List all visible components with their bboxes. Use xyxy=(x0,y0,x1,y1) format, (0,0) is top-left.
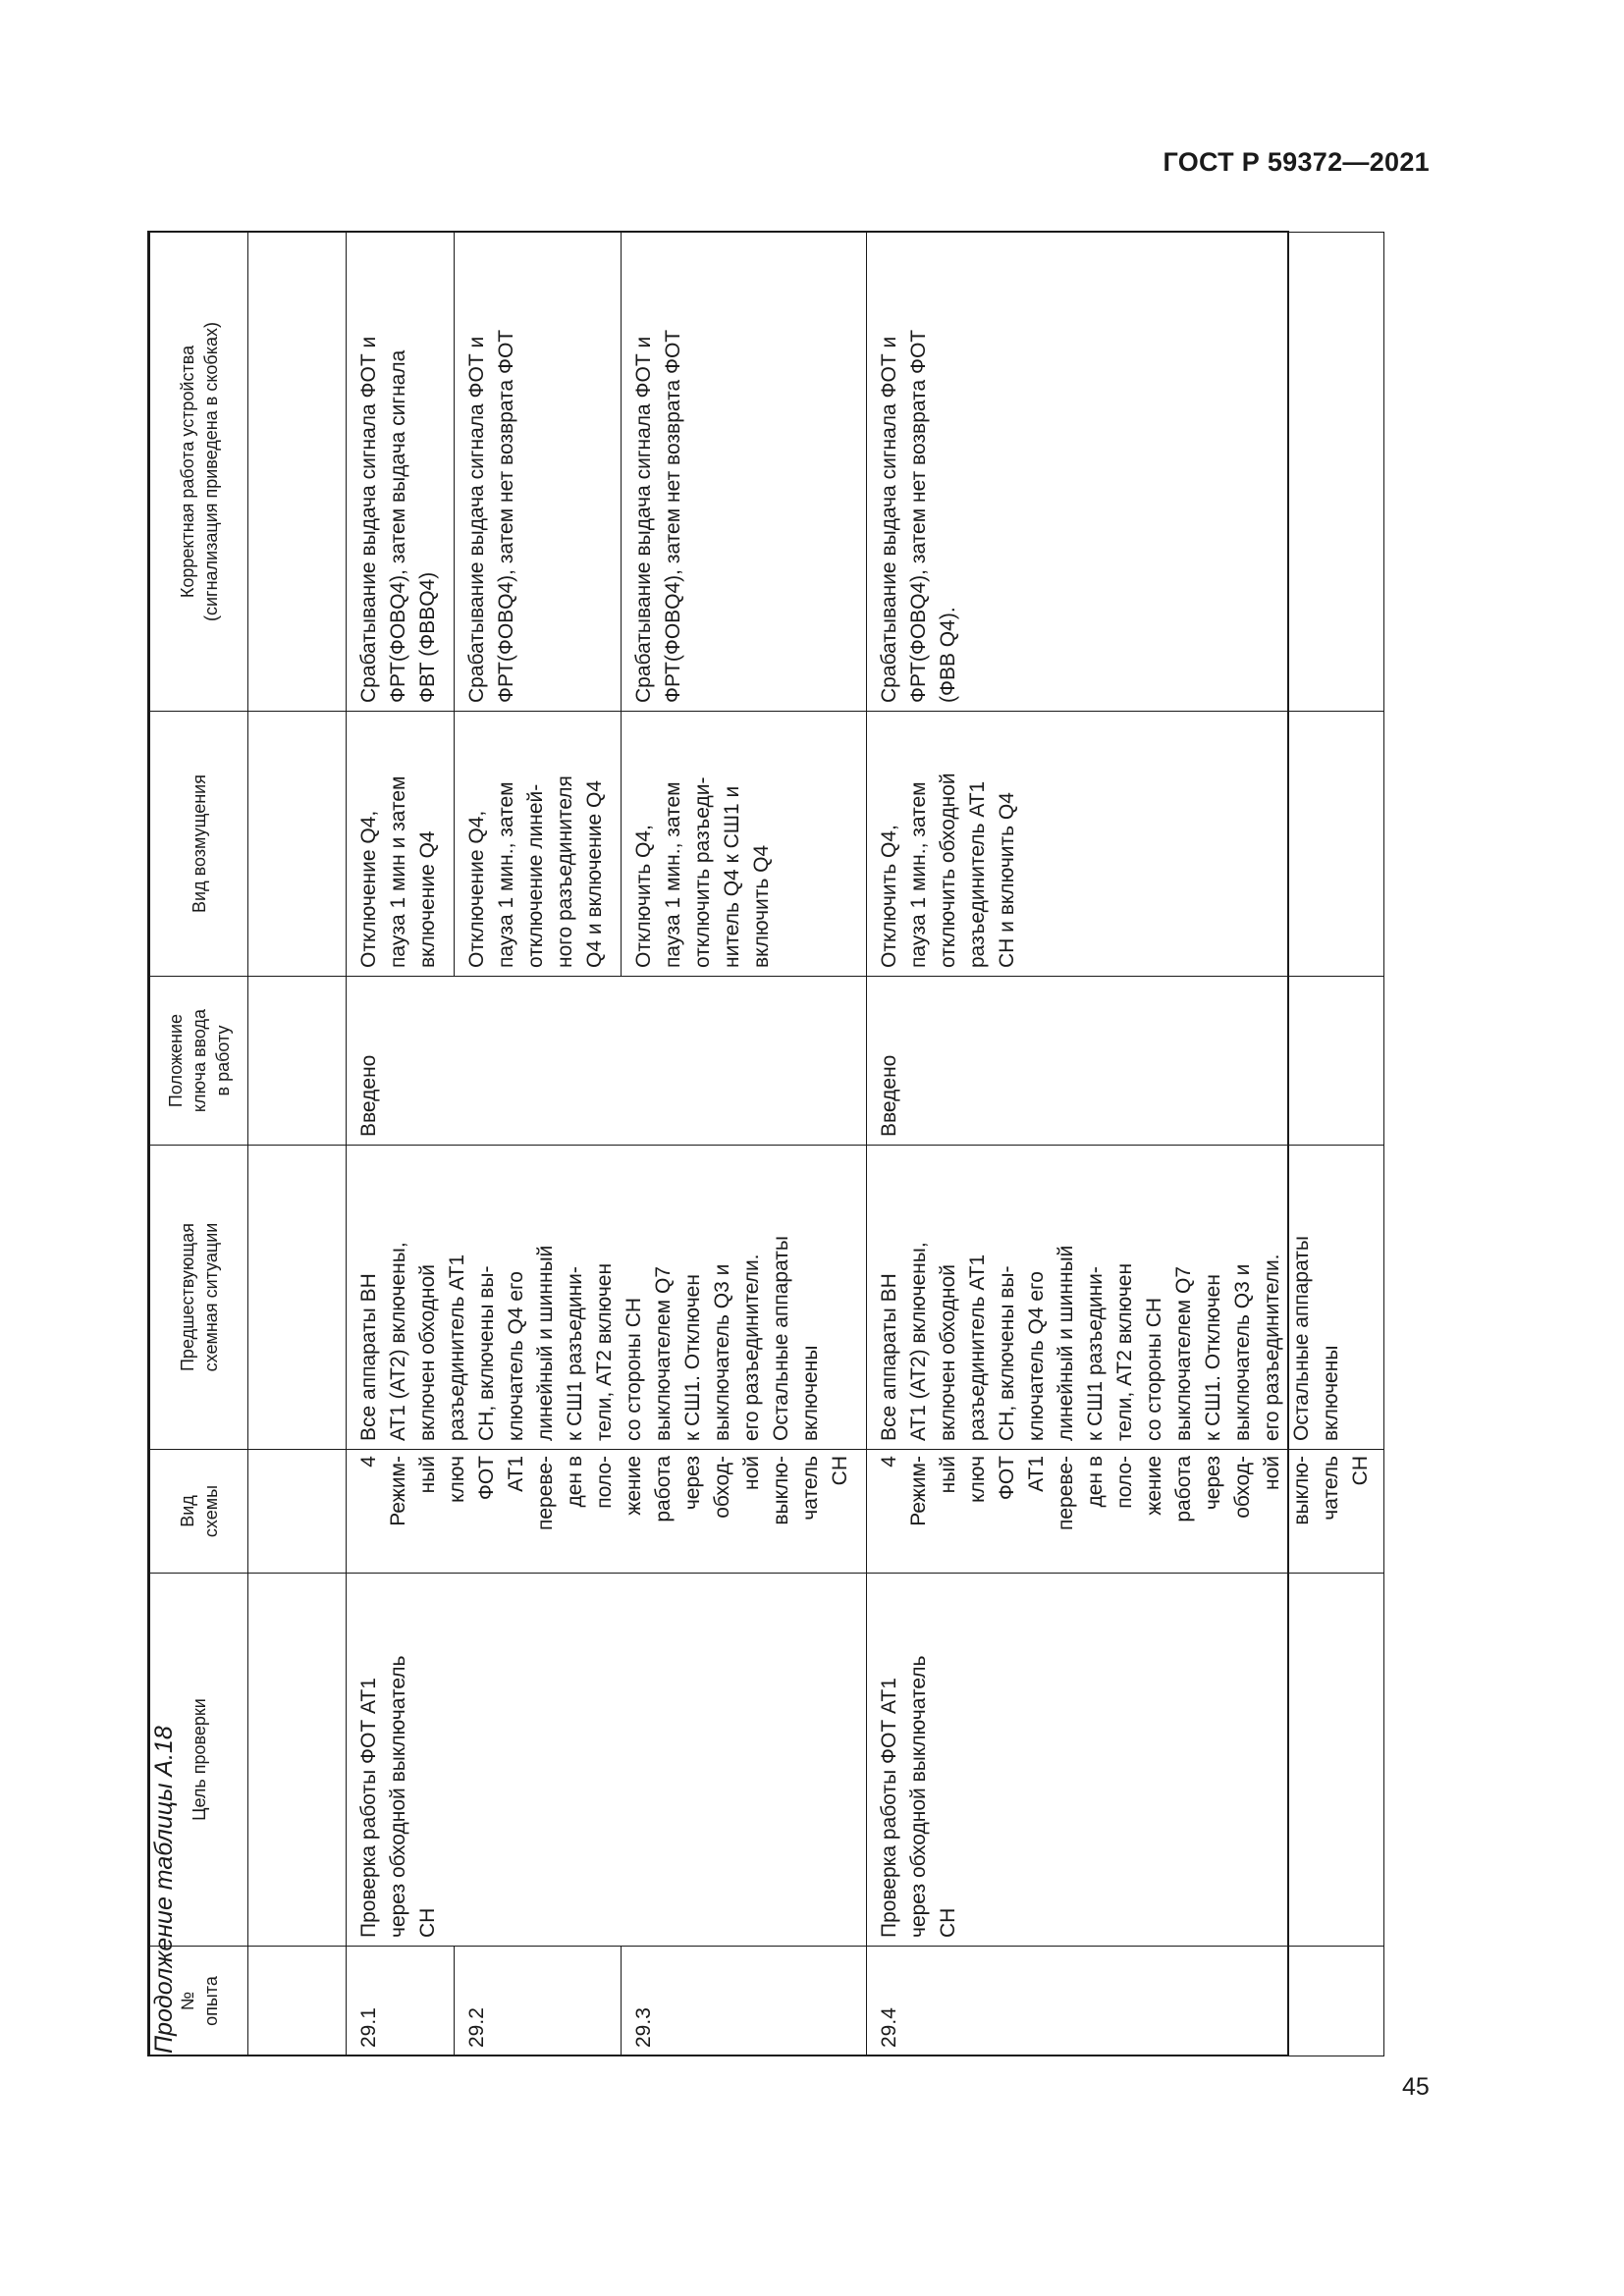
cell-disturbance-type: Отключить Q4, пауза 1 мин., затем отключить обходной разъединитель АТ1 СН и включить Q4 xyxy=(867,712,1384,977)
header-disturbance-type: Вид возмущения xyxy=(150,712,248,977)
cell-test-goal: Проверка работы ФОТ АТ1 через обходной выключатель СН xyxy=(347,1574,867,1947)
cell-test-number: 29.2 xyxy=(455,1947,622,2056)
standard-number: ГОСТ Р 59372—2021 xyxy=(1163,147,1430,177)
table-row xyxy=(867,233,1384,2056)
cell-correct-operation: Срабатывание выдача сигнала ФОТ и ФРТ(ФОВQ4), затем выдача сигнала ФВТ (ФВВQ4) xyxy=(347,233,455,712)
cell-input-key-position: Введено xyxy=(867,977,1384,1146)
page-number: 45 xyxy=(1402,2073,1430,2101)
header-input-key-position: Положение ключа ввода в работу xyxy=(150,977,248,1146)
header-prior-situation: Предшествующая схемная ситуации xyxy=(150,1146,248,1450)
header-scheme-type: Вид схемы xyxy=(150,1450,248,1574)
rotated-table-container xyxy=(149,233,1372,2056)
cell-test-number: 29.1 xyxy=(347,1947,455,2056)
cell-prior-situation: Все аппараты ВН АТ1 (АТ2) включены, включен обходной разъединитель АТ1 СН, включены вы- ключатель Q4 его линейный и шинный к СШ1 разъедини- тели, АТ2 включен со стороны СН выключателем Q7 к СШ1. Отключен выключатель Q3 и его разъединители. Остальные аппараты включены xyxy=(867,1146,1384,1450)
header-test-number: № опыта xyxy=(150,1947,248,2056)
table-caption: Продолжение таблицы А.18 xyxy=(150,1726,178,2054)
cell-scheme-type: 4 Режим- ный ключ ФОТ АТ1 переве- ден в поло- жение работа через обход- ной выклю- чатель СН xyxy=(867,1450,1384,1574)
cell-correct-operation: Срабатывание выдача сигнала ФОТ и ФРТ(ФОВQ4), затем нет возврата ФОТ xyxy=(455,233,622,712)
test-table-frame xyxy=(147,231,1372,2056)
cell-disturbance-type: Отключение Q4, пауза 1 мин и затем включение Q4 xyxy=(347,712,455,977)
cell-disturbance-type: Отключение Q4, пауза 1 мин., затем отключение линей- ного разъединителя Q4 и включение Q4 xyxy=(455,712,622,977)
table-row xyxy=(347,233,455,2056)
header-test-goal: Цель проверки xyxy=(150,1574,248,1947)
header-correct-operation: Корректная работа устройства (сигнализация приведена в скобках) xyxy=(150,233,248,712)
cell-scheme-type: 4 Режим- ный ключ ФОТ АТ1 переве- ден в поло- жение работа через обход- ной выклю- чатель СН xyxy=(347,1450,867,1574)
table-header-row xyxy=(150,233,248,2056)
cell-test-number: 29.3 xyxy=(622,1947,867,2056)
cell-prior-situation: Все аппараты ВН АТ1 (АТ2) включены, включен обходной разъединитель АТ1 СН, включены вы- ключатель Q4 его линейный и шинный к СШ1 разъедини- тели, АТ2 включен со стороны СН выключателем Q7 к СШ1. Отключен выключатель Q3 и его разъединители. Остальные аппараты включены xyxy=(347,1146,867,1450)
cell-correct-operation: Срабатывание выдача сигнала ФОТ и ФРТ(ФОВQ4), затем нет возврата ФОТ xyxy=(622,233,867,712)
header-separator xyxy=(248,233,347,2056)
cell-test-goal: Проверка работы ФОТ АТ1 через обходной выключатель СН xyxy=(867,1574,1384,1947)
cell-correct-operation: Срабатывание выдача сигнала ФОТ и ФРТ(ФОВQ4), затем нет возврата ФОТ (ФВВ Q4). xyxy=(867,233,1384,712)
cell-test-number: 29.4 xyxy=(867,1947,1384,2056)
test-table xyxy=(149,232,1384,2056)
cell-input-key-position: Введено xyxy=(347,977,867,1146)
cell-disturbance-type: Отключить Q4, пауза 1 мин., затем отключить разъеди- нитель Q4 к СШ1 и включить Q4 xyxy=(622,712,867,977)
